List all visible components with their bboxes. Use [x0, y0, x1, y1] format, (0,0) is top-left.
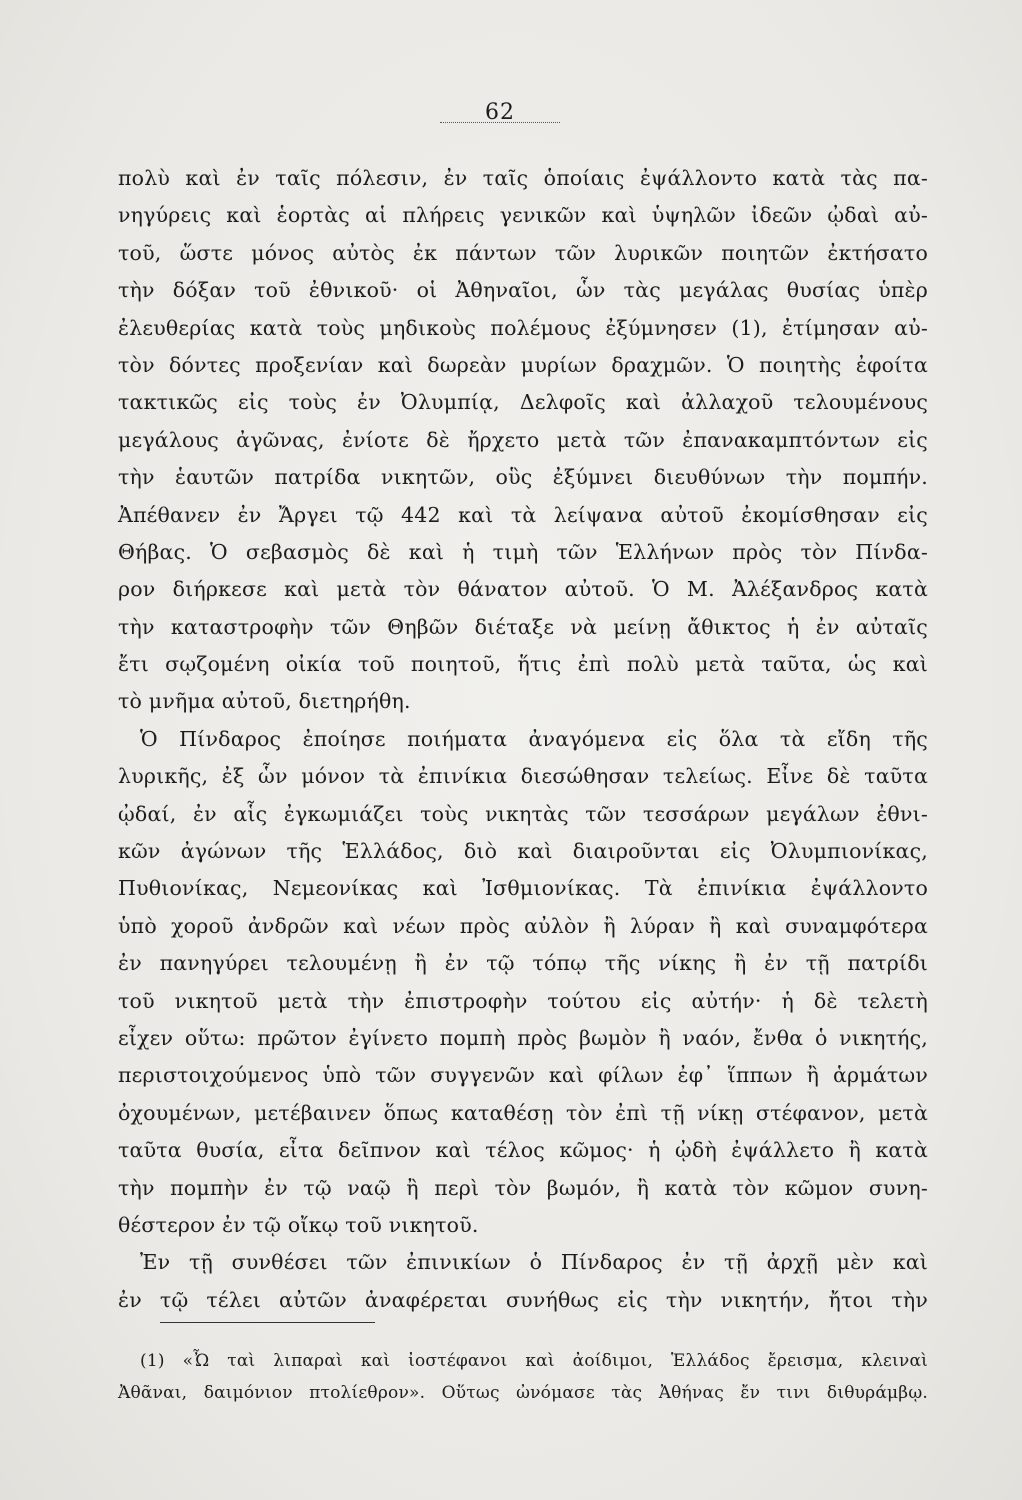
text-line: τὸν δόντες προξενίαν καὶ δωρεὰν μυρίων δραχμῶν. Ὁ ποιητὴς ἐφοίτα	[118, 352, 928, 377]
text-line: ᾠδαί, ἐν αἷς ἐγκωμιάζει τοὺς νικητὰς τῶν τεσσάρων μεγάλων ἐθνι-	[118, 801, 928, 826]
text-line: ἐλευθερίας κατὰ τοὺς μηδικοὺς πολέμους ἐξύμνησεν (1), ἐτίμησαν αὐ-	[118, 315, 928, 340]
text-line: Ἐν τῇ συνθέσει τῶν ἐπινικίων ὁ Πίνδαρος ἐν τῇ ἀρχῇ μὲν καὶ	[140, 1250, 928, 1275]
body-text	[118, 160, 928, 1319]
text-line: Ὁ Πίνδαρος ἐποίησε ποιήματα ἀναγόμενα εἰς ὅλα τὰ εἴδη τῆς	[140, 726, 928, 751]
text-line: ὀχουμένων, μετέβαινεν ὅπως καταθέσῃ τὸν ἐπὶ τῇ νίκῃ στέφανον, μετὰ	[118, 1100, 928, 1125]
text-line: εἶχεν οὕτω: πρῶτον ἐγίνετο πομπὴ πρὸς βωμὸν ἢ ναόν, ἔνθα ὁ νικητής,	[118, 1025, 928, 1050]
text-line: τὴν πομπὴν ἐν τῷ ναῷ ἢ περὶ τὸν βωμόν, ἢ κατὰ τὸν κῶμον συνη-	[118, 1175, 928, 1200]
text-line: ὑπὸ χοροῦ ἀνδρῶν καὶ νέων πρὸς αὐλὸν ἢ λύραν ἢ καὶ συναμφότερα	[118, 913, 928, 938]
text-line: Πυθιονίκας, Νεμεονίκας καὶ Ἰσθμιονίκας. Τὰ ἐπινίκια ἐψάλλοντο	[118, 876, 928, 901]
text-line: κῶν ἀγώνων τῆς Ἑλλάδος, διὸ καὶ διαιροῦνται εἰς Ὀλυμπιονίκας,	[118, 839, 928, 864]
text-line: ἐν τῷ τέλει αὐτῶν ἀναφέρεται συνήθως εἰς τὴν νικητήν, ἤτοι τὴν	[118, 1287, 928, 1312]
text-line: περιστοιχούμενος ὑπὸ τῶν συγγενῶν καὶ φίλων ἐφ᾽ ἵππων ἢ ἁρμάτων	[118, 1063, 928, 1088]
text-line: λυρικῆς, ἐξ ὧν μόνον τὰ ἐπινίκια διεσώθησαν τελείως. Εἶνε δὲ ταῦτα	[118, 764, 928, 789]
text-line: Ἀπέθανεν ἐν Ἄργει τῷ 442 καὶ τὰ λείψανα αὐτοῦ ἐκομίσθησαν εἰς	[118, 502, 928, 527]
text-line: Θήβας. Ὁ σεβασμὸς δὲ καὶ ἡ τιμὴ τῶν Ἑλλήνων πρὸς τὸν Πίνδα-	[118, 539, 928, 564]
text-line: ἔτι σῳζομένη οἰκία τοῦ ποιητοῦ, ἥτις ἐπὶ πολὺ μετὰ ταῦτα, ὡς καὶ	[118, 652, 928, 677]
text-line: ἐν πανηγύρει τελουμένῃ ἢ ἐν τῷ τόπῳ τῆς νίκης ἢ ἐν τῇ πατρίδι	[118, 951, 928, 976]
text-line: τοῦ, ὥστε μόνος αὐτὸς ἐκ πάντων τῶν λυρικῶν ποιητῶν ἐκτήσατο	[118, 240, 928, 265]
footnote-line: Ἀθᾶναι, δαιμόνιον πτολίεθρον». Οὕτως ὠνόμασε τὰς Ἀθήνας ἔν τινι διθυράμβῳ.	[118, 1383, 928, 1403]
footnote-line: (1) «Ὦ ταὶ λιπαραὶ καὶ ἰοστέφανοι καὶ ἀοίδιμοι, Ἑλλάδος ἔρεισμα, κλειναὶ	[140, 1351, 928, 1371]
text-line: ρον διήρκεσε καὶ μετὰ τὸν θάνατον αὐτοῦ. Ὁ Μ. Ἀλέξανδρος κατὰ	[118, 577, 928, 602]
text-line: πολὺ καὶ ἐν ταῖς πόλεσιν, ἐν ταῖς ὁποίαις ἐψάλλοντο κατὰ τὰς πα-	[118, 166, 928, 190]
text-line: νηγύρεις καὶ ἑορτὰς αἱ πλήρεις γενικῶν καὶ ὑψηλῶν ἰδεῶν ᾠδαὶ αὐ-	[118, 203, 928, 228]
footnote-rule	[160, 1322, 375, 1323]
text-line: τακτικῶς εἰς τοὺς ἐν Ὀλυμπίᾳ, Δελφοῖς καὶ ἀλλαχοῦ τελουμένους	[118, 390, 928, 415]
header-rule	[440, 122, 560, 123]
text-line: μεγάλους ἀγῶνας, ἐνίοτε δὲ ἤρχετο μετὰ τῶν ἐπανακαμπτόντων εἰς	[118, 427, 928, 452]
text-line: τὴν ἑαυτῶν πατρίδα νικητῶν, οὓς ἐξύμνει διευθύνων τὴν πομπήν.	[118, 465, 928, 490]
text-line: τὴν δόξαν τοῦ ἐθνικοῦ· οἱ Ἀθηναῖοι, ὧν τὰς μεγάλας θυσίας ὑπὲρ	[118, 278, 928, 303]
text-line: τὸ μνῆμα αὐτοῦ, διετηρήθη.	[118, 689, 411, 714]
text-line: θέστερον ἐν τῷ οἴκῳ τοῦ νικητοῦ.	[118, 1212, 479, 1237]
footnotes	[118, 1345, 928, 1409]
text-line: τὴν καταστροφὴν τῶν Θηβῶν διέταξε νὰ μείνῃ ἄθικτος ἡ ἐν αὐταῖς	[118, 614, 928, 639]
text-line: ταῦτα θυσία, εἶτα δεῖπνον καὶ τέλος κῶμος· ἡ ᾠδὴ ἐψάλλετο ἢ κατὰ	[118, 1138, 928, 1163]
text-line: τοῦ νικητοῦ μετὰ τὴν ἐπιστροφὴν τούτου εἰς αὐτήν· ἡ δὲ τελετὴ	[118, 988, 928, 1013]
page-number: 62	[485, 100, 515, 125]
